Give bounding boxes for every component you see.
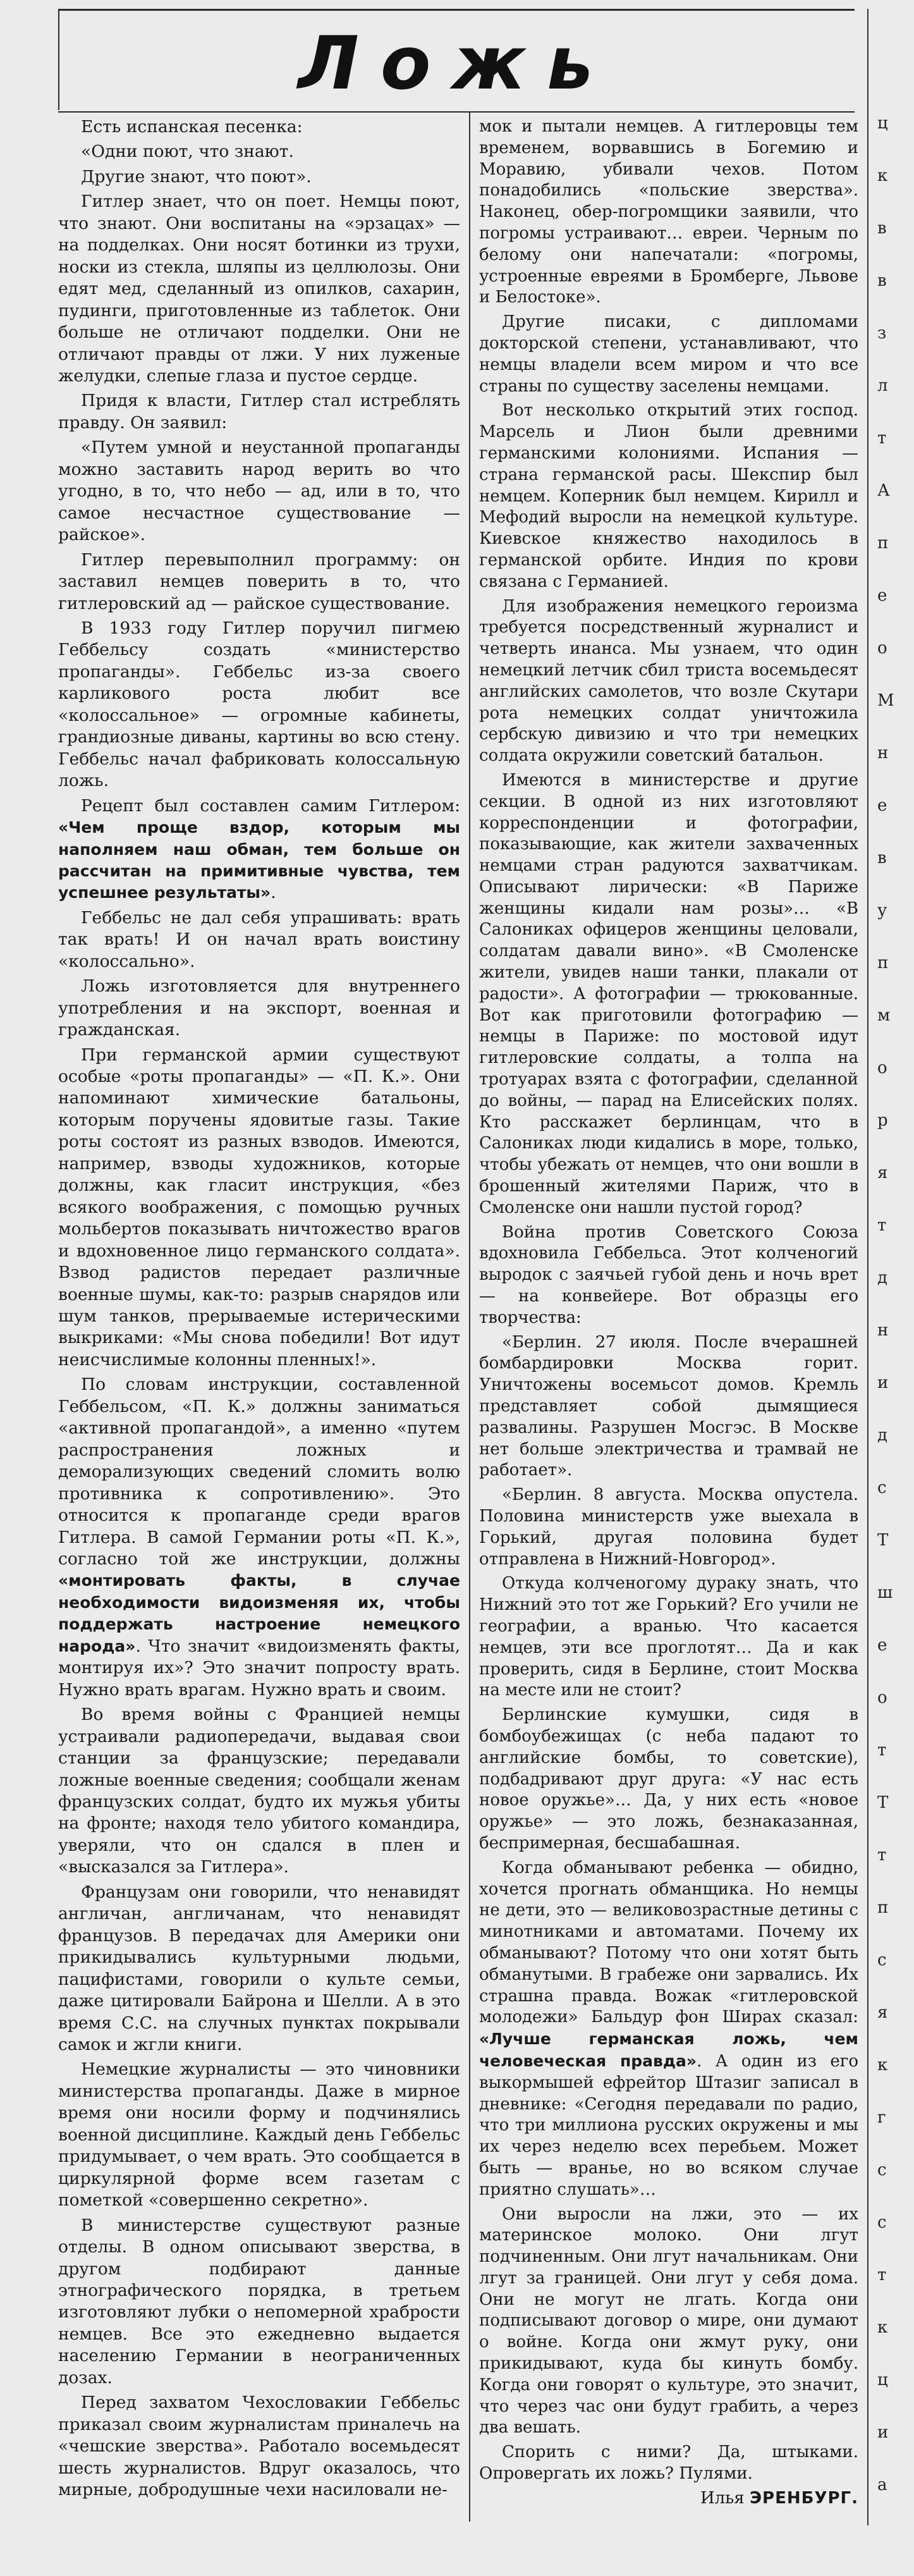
paragraph: В министерстве существуют разные отделы. В одном описывают зверства, в другом подбирают данные этнографического порядка, в третьем изготовляют лубки о непомерной храбрости немцев. Все это ежедневно выдается населению Германии в неограниченных дозах. — [58, 2215, 460, 2388]
edge-letter: с — [877, 1478, 887, 1497]
paragraph: Ложь изготовляется для внутреннего употребления и на экспорт, военная и гражданская. — [58, 976, 460, 1040]
paragraph: «Берлин. 8 августа. Москва опустела. Половина министерств уже выехала в Горький, другая половина будет отправлена в Нижний-Новгород». — [479, 1485, 858, 1569]
edge-letter: п — [877, 954, 889, 972]
paragraph: Вот несколько открытий этих господ. Марсель и Лион были древними германскими колониями. Испания — страна германской расы. Шекспир был немцем. Коперник был немцем. Кирилл и Мефодий выросли на немецкой культуре. Киевское княжество находилось в германской орбите. Индия по крови связана с Германией. — [479, 401, 858, 591]
adjacent-column-fragment — [876, 114, 914, 2555]
verse-line: «Одни поют, что знают. — [81, 142, 294, 162]
edge-letter: у — [877, 901, 887, 920]
edge-letter: я — [877, 2003, 888, 2022]
edge-letter: н — [877, 744, 889, 763]
edge-letter: в — [877, 219, 887, 238]
edge-letter: с — [877, 2161, 887, 2180]
verse-line: Другие знают, что поют». — [81, 166, 312, 187]
edge-letter: ш — [877, 1583, 893, 1602]
edge-letter: в — [877, 849, 887, 868]
paragraph-text: . — [271, 883, 276, 903]
edge-letter: л — [877, 376, 888, 395]
paragraph: Французам они говорили, что ненавидят англичан, англичанам, что ненавидят французов. В передачах для Америки они прикидывались культурными людьми, пацифистами, говорили о культе семьи, даже цитировали Байрона и Шелли. А в это время С.С. на случных пунктах покрывали самок и жгли книги. — [58, 1882, 460, 2054]
paragraph: Гитлер перевыполнил программу: он заставил немцев поверить в то, что гитлеровский ад — райское существование. — [58, 549, 460, 613]
paragraph-text: Когда обманывают ребенка — обидно, хочется прогнать обманщика. Но немцы не дети, это — великовозрастные детины с минотниками и автоматами. Почему их обманывают? Потому что они хотят быть обманутыми. В грабеже они зарвались. Их страшна правда. Вожак «гитлеровской молодежи» Бальдур фон Ширах сказал: — [479, 1858, 858, 2027]
paragraph: Немецкие журналисты — это чиновники министерства пропаганды. Даже в мирное время они носили форму и подчинялись военной дисциплине. Каждый день Геббельс придумывает, о чем врать. Это сообщается в циркулярной форме всем газетам с пометкой «совершенно секретно». — [58, 2059, 460, 2211]
edge-letter: Т — [877, 1793, 889, 1812]
edge-letter: м — [877, 1006, 891, 1025]
article-column-2 — [479, 116, 858, 2532]
edge-letter: А — [877, 481, 890, 500]
edge-letter: и — [877, 1373, 889, 1392]
paragraph: Другие писаки, с дипломами докторской степени, устанавливают, что немцы владели всем миром и что все страны по существу заселены немцами. — [479, 312, 858, 396]
edge-letter: к — [877, 2056, 888, 2075]
author-signature — [479, 2488, 858, 2510]
paragraph — [58, 1374, 460, 1701]
paragraph: Для изображения немецкого героизма требуется посредственный журналист и четверть инанса. Мы узнаем, что один немецкий летчик сбил триста восемьдесят английских самолетов, что возле Скутари рота немецких солдат уничтожила сербскую дивизию и что три немецких солдата окружили советский батальон. — [479, 596, 858, 766]
author-first-name: Илья — [700, 2488, 745, 2508]
paragraph: Они выросли на лжи, это — их материнское молоко. Они лгут подчиненным. Они лгут начальникам. Они лгут за границей. Они лгут у себя дома. Они не могут не лгать. Когда они подписывают договор о мире, они думают о войне. Когда они жмут руку, они прикидывают, куда бы кинуть бомбу. Когда они говорят о культуре, это значит, что через час они будут грабить, а через два вешать. — [479, 2204, 858, 2438]
edge-letter: о — [877, 639, 887, 658]
edge-letter: с — [877, 2213, 887, 2232]
edge-letter: д — [877, 1426, 888, 1445]
edge-letter: и — [877, 2423, 889, 2442]
article-column-1 — [58, 116, 460, 2532]
edge-letter: е — [877, 1636, 887, 1655]
paragraph: Спорить с ними? Да, штыками. Опровергать их ложь? Пулями. — [479, 2443, 858, 2484]
edge-letter: т — [877, 2266, 887, 2285]
bold-quote: «Лучше германская ложь, чем человеческая правда» — [479, 2030, 858, 2070]
bold-quote: «Чем проще вздор, которым мы наполняем наш обман, тем больше он рассчитан на примитивные чувства, тем успешнее результаты» — [58, 818, 460, 902]
right-divider — [867, 9, 868, 2525]
edge-letter: Т — [877, 1531, 889, 1550]
edge-letter: е — [877, 586, 887, 605]
paragraph-text: . А один из его выкормышей ефрейтор Штазиг записал в дневнике: «Сегодня передавали по радио, что три миллиона русских окружены и мы их через неделю всех перебьем. Может быть — вранье, но во всяком случае приятно слушать»… — [479, 2051, 858, 2199]
paragraph-text: . Что значит «видоизменять факты, монтируя их»? Это значит попросту врать. Нужно врать врагам. Нужно врать и своим. — [58, 1636, 460, 1700]
paragraph: Откуда колченогому дураку знать, что Нижний это тот же Горький? Его учили не географии, а вранью. Что касается немцев, эти все проглотят… Да и как проверить, сидя в Берлине, стоит Москва на месте или не стоит? — [479, 1574, 858, 1700]
edge-letter: а — [877, 2475, 887, 2494]
edge-letter: т — [877, 429, 887, 448]
edge-letter: п — [877, 1898, 889, 1917]
edge-letter: н — [877, 1321, 889, 1340]
paragraph: Геббельс не дал себя упрашивать: врать так врать! И он начал врать воистину «колоссально». — [58, 907, 460, 971]
paragraph — [479, 1858, 858, 2201]
edge-letter: в — [877, 271, 887, 290]
paragraph: Война против Советского Союза вдохновила Геббельса. Этот колченогий выродок с заячьей губой день и ночь врет — на конвейере. Вот образцы его творчества: — [479, 1222, 858, 1327]
paragraph: мок и пытали немцев. А гитлеровцы тем временем, ворвавшись в Богемию и Моравию, убивали чехов. Потом понадобились «польские зверства». Наконец, обер-погромщики заявили, что погромы устраивают… евреи. Черным по белому они напечатали: «погромы, устроенные евреями в Бромберге, Львове и Белостоке». — [479, 117, 858, 307]
paragraph — [58, 795, 460, 904]
edge-letter: д — [877, 1268, 888, 1287]
edge-letter: с — [877, 1951, 887, 1970]
paragraph: В 1933 году Гитлер поручил пигмею Геббельсу создать «министерство пропаганды». Геббельс из-за своего карликового роста любит все «колоссальное» — огромные кабинеты, грандиозные диваны, картины во всю стену. Геббельс начал фабриковать колоссальную ложь. — [58, 618, 460, 791]
author-last-name: ЭРЕНБУРГ. — [749, 2488, 858, 2508]
edge-letter: з — [877, 324, 887, 343]
paragraph: Придя к власти, Гитлер стал истреблять правду. Он заявил: — [58, 391, 460, 432]
edge-letter: к — [877, 2318, 888, 2337]
edge-letter: р — [877, 1111, 888, 1130]
edge-letter: п — [877, 534, 889, 553]
edge-letter: к — [877, 166, 888, 185]
edge-letter: т — [877, 1846, 887, 1865]
edge-letter: о — [877, 1058, 887, 1077]
column-divider — [469, 113, 470, 2522]
article-title: Ложь — [298, 21, 615, 106]
edge-letter: ц — [877, 2371, 888, 2389]
edge-letter: М — [877, 691, 894, 710]
paragraph: Есть испанская песенка: — [81, 117, 303, 137]
paragraph-text: По словам инструкции, составленной Геббельсом, «П. К.» должны заниматься «активной пропагандой», а именно «путем распространения ложных и деморализующих сведений сломить волю противника к сопротивлению». Это относится к пропаганде среди врагов Гитлера. В самой Германии роты «П. К.», согласно той же инструкции, должны — [58, 1375, 460, 1569]
paragraph: Перед захватом Чехословакии Геббельс приказал своим журналистам приналечь на «чешские зверства». Работало восемьдесят шесть журналистов. Вдруг оказалось, что мирные, добродушные чехи насиловали не- — [58, 2393, 460, 2500]
paragraph: При германской армии существуют особые «роты пропаганды» — «П. К.». Они напоминают химические батальоны, которым поручены ядовитые газы. Такие роты состоят из разных взводов. Имеются, например, взводы художников, которые должны, как гласит инструкция, «без всякого воображения, с помощью ручных мольбертов показывать ничтожество врагов и вдохновенное лицо германского солдата». Взвод радистов передает различные военные шумы, как-то: разрыв снарядов или шум танков, прерываемые истерическими выкриками: «Мы снова победили! Вот идут неисчислимые колонны пленных!». — [58, 1045, 460, 1370]
paragraph: Берлинские кумушки, сидя в бомбоубежищах (с неба падают то английские бомбы, то советские), подбадривают друг друга: «У нас есть новое оружье»… Да, у них есть «новое оружье» — это ложь, безнаказанная, беспримерная, бесшабашная. — [479, 1705, 858, 1853]
paragraph: Имеются в министерстве и другие секции. В одной из них изготовляют корреспонденции и фотографии, показывающие, как жители захваченных немцами стран радуются захватчикам. Описывают лирически: «В Париже женщины кидали нам розы»… «В Салониках офицеров женщины целовали, солдатам давали вино». «В Смоленске жители, увидев наши танки, плакали от радости». А фотографии — трюкованные. Вот как приготовили фотографию — немцы в Париже: по мостовой идут гитлеровские солдаты, а толпа на тротуарах взята с фотографии, сделанной до войны, — парад на Елисейских полях. Кто расскажет берлинцам, что в Салониках люди кидались в море, только, чтобы убежать от немцев, что они вошли в брошенный жителями Париж, что в Смоленске они нашли пустой город? — [479, 770, 858, 1217]
edge-letter: о — [877, 1688, 887, 1707]
paragraph: Во время войны с Францией немцы устраивали радиопередачи, выдавая свои станции за французские; передавали ложные военные сведения; сообщали женам французских солдат, будто их мужья убиты на фронте; находя тело убитого командира, уверяли, что он сдался в плен и «высказался за Гитлера». — [58, 1705, 460, 1877]
paragraph: «Путем умной и неустанной пропаганды можно заставить народ верить во что угодно, в то, что небо — ад, или в то, что самое несчастное существование — райское». — [58, 438, 460, 545]
title-underline — [58, 111, 855, 113]
edge-letter: я — [877, 1163, 888, 1182]
edge-letter: т — [877, 1216, 887, 1235]
top-rule — [58, 9, 855, 11]
paragraph-text: Рецепт был составлен самим Гитлером: — [81, 795, 460, 816]
edge-letter: е — [877, 796, 887, 815]
paragraph: Гитлер знает, что он поет. Немцы поют, что знают. Они воспитаны на «эрзацах» — на подделках. Они носят ботинки из трухи, носки из стекла, шляпы из целлюлозы. Они едят мед, сделанный из опилков, сахарин, пудинги, приготовленные из таблеток. Они больше не отличают подделки. Они не отличают правды от лжи. У них луженые желудки, слепые глаза и пустое сердце. — [58, 192, 460, 386]
paragraph: «Берлин. 27 июля. После вчерашней бомбардировки Москва горит. Уничтожены восемьсот домов. Кремль представляет собой дымящиеся развалины. Разрушен Мосгэс. В Москве нет больше электричества и трамвай не работает». — [479, 1332, 858, 1480]
edge-letter: г — [877, 2108, 886, 2127]
bold-quote: «монтировать факты, в случае необходимости видоизменяя их, чтобы поддержать настроение немецкого народа» — [58, 1571, 460, 1655]
edge-letter: ц — [877, 114, 888, 133]
edge-letter: т — [877, 1741, 887, 1760]
